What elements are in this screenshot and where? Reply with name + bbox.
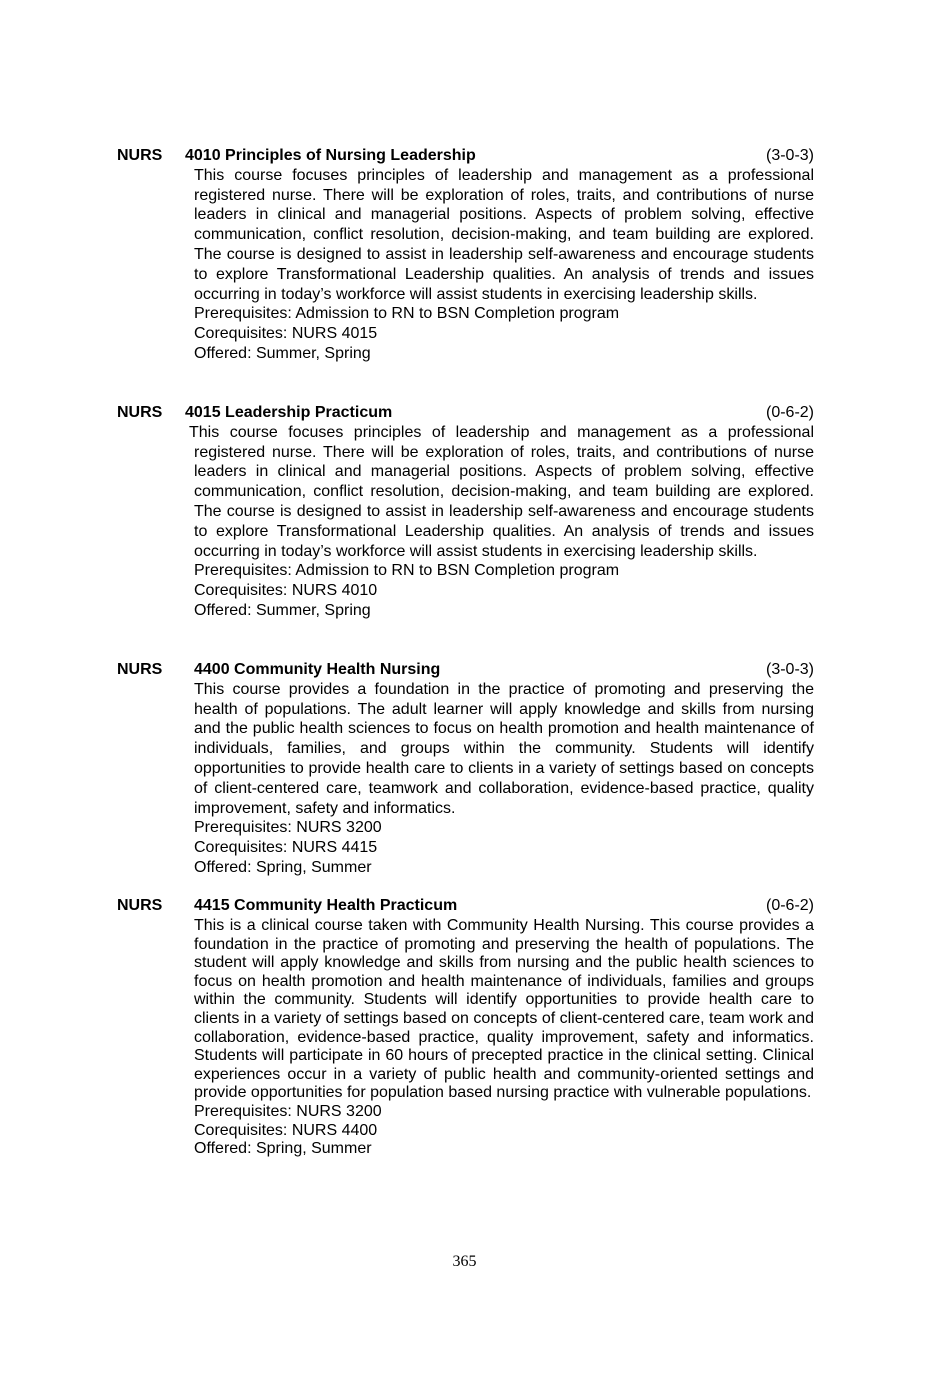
course-nurs-4415 <box>117 897 814 1159</box>
course-prerequisites: Prerequisites: Admission to RN to BSN Completion program <box>194 562 620 580</box>
course-description: This course focuses principles of leadership and management as a professional registered nurse. There will be exploration of roles, traits, and contributions of nurse leaders in clinical and managerial positions. Aspects of problem solving, effective communication, conflict resolution, decision-making, and team building are explored. The course is designed to assist in leadership self-awareness and encourage students to explore Transformational Leadership qualities. An analysis of trends and issues occurring in today’s workforce will assist students in exercising leadership skills. <box>189 423 814 560</box>
course-title: 4400 Community Health Nursing <box>194 661 441 678</box>
course-title: 4415 Community Health Practicum <box>194 897 458 914</box>
course-nurs-4010 <box>117 146 814 364</box>
course-offered: Offered: Spring, Summer <box>194 858 372 876</box>
course-corequisites: Corequisites: NURS 4400 <box>194 1121 378 1139</box>
course-offered: Offered: Summer, Spring <box>194 344 371 362</box>
course-credits: (3-0-3) <box>765 661 814 678</box>
course-credits: (0-6-2) <box>765 897 814 914</box>
course-title: 4010 Principles of Nursing Leadership <box>185 147 476 164</box>
course-dept: NURS <box>117 661 163 678</box>
course-body <box>194 680 814 878</box>
course-prerequisites: Prerequisites: NURS 3200 <box>194 1102 382 1120</box>
course-body <box>194 166 814 364</box>
course-heading <box>117 146 814 166</box>
course-credits: (0-6-2) <box>765 404 814 421</box>
course-prerequisites: Prerequisites: NURS 3200 <box>194 819 382 837</box>
course-nurs-4015 <box>117 403 814 621</box>
course-dept: NURS <box>117 404 163 421</box>
course-corequisites: Corequisites: NURS 4015 <box>194 325 378 343</box>
course-dept: NURS <box>117 147 163 164</box>
course-dept: NURS <box>117 897 163 914</box>
course-heading <box>117 660 814 680</box>
course-credits: (3-0-3) <box>765 147 814 164</box>
course-corequisites: Corequisites: NURS 4415 <box>194 839 378 857</box>
course-body <box>189 423 814 621</box>
course-description: This is a clinical course taken with Community Health Nursing. This course provides a foundation in the practice of promoting and preserving the health of populations. The student will apply knowledge and skills from nursing and the public health sciences to focus on health promotion and health maintenance of individuals, families and groups within the community. Students will identify opportunities to provide health care to clients in a variety of settings based on concepts of client-centered care, team work and collaboration, evidence-based practice, quality improvement, safety and informatics. Students will participate in 60 hours of precepted practice in the clinical setting. Clinical experiences occur in a variety of public health and community-oriented settings and provide opportunities for population based nursing practice with vulnerable populations. <box>194 917 814 1102</box>
course-nurs-4400 <box>117 660 814 878</box>
course-body <box>194 917 814 1159</box>
course-heading <box>117 897 814 917</box>
course-title: 4015 Leadership Practicum <box>185 404 393 421</box>
course-corequisites: Corequisites: NURS 4010 <box>194 582 378 600</box>
page-number: 365 <box>452 1253 477 1270</box>
course-description: This course provides a foundation in the practice of promoting and preserving the health of populations. The adult learner will apply knowledge and skills from nursing and the public health sciences to focus on health promotion and health maintenance of individuals, families, and groups within the community. Students will identify opportunities to provide health care to clients in a variety of settings based on concepts of client-centered care, teamwork and collaboration, evidence-based practice, quality improvement, safety and informatics. <box>194 680 814 817</box>
course-heading <box>117 403 814 423</box>
course-offered: Offered: Summer, Spring <box>194 601 371 619</box>
course-offered: Offered: Spring, Summer <box>194 1140 372 1158</box>
course-description: This course focuses principles of leadership and management as a professional registered nurse. There will be exploration of roles, traits, and contributions of nurse leaders in clinical and managerial positions. Aspects of problem solving, effective communication, conflict resolution, decision-making, and team building are explored. The course is designed to assist in leadership self-awareness and encourage students to explore Transformational Leadership qualities. An analysis of trends and issues occurring in today’s workforce will assist students in exercising leadership skills. <box>194 166 814 303</box>
course-prerequisites: Prerequisites: Admission to RN to BSN Completion program <box>194 305 620 323</box>
